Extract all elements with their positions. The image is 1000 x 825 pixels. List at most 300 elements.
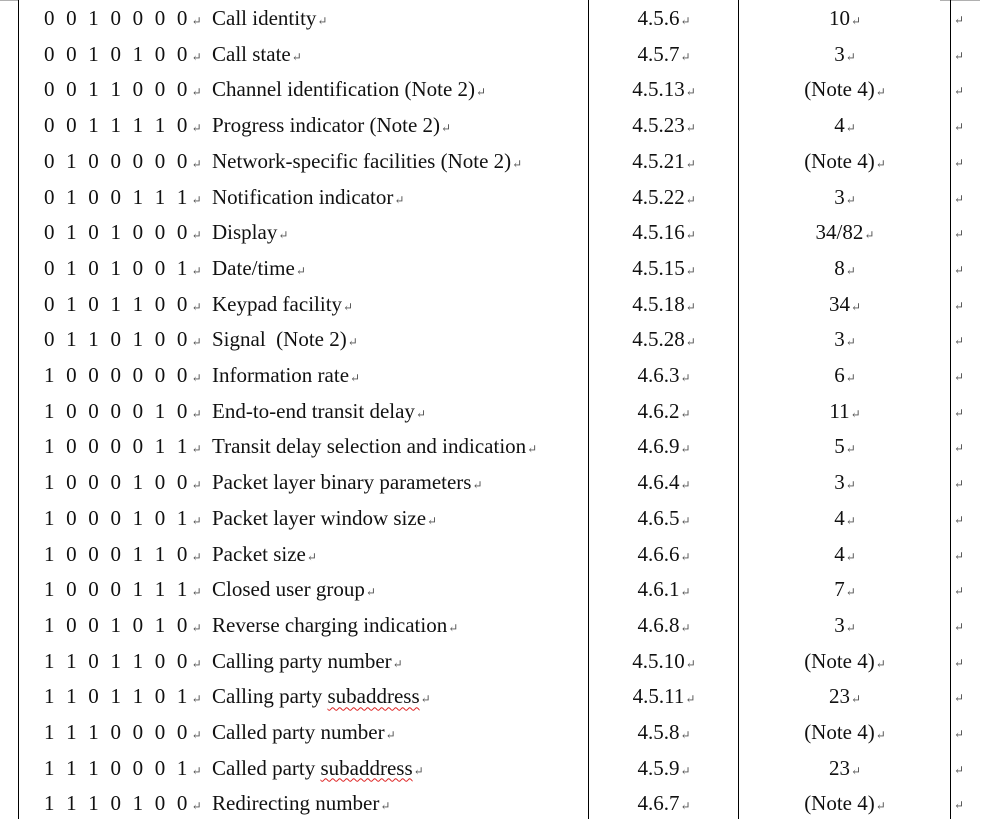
length-text: 34 xyxy=(828,291,850,316)
element-name-text: Signal (Note 2) xyxy=(212,327,347,352)
bit-pattern-cell xyxy=(44,358,202,394)
bit-pattern-cell xyxy=(44,751,202,787)
element-name-cell xyxy=(212,465,483,501)
reference-text: 4.6.9 xyxy=(637,434,680,459)
paragraph-mark: ↵ xyxy=(685,85,696,100)
reference-text: 4.6.4 xyxy=(637,470,680,495)
bit-pattern-text: 1 0 0 0 1 0 1 xyxy=(44,505,191,530)
reference-text: 4.5.16 xyxy=(632,220,685,245)
bit-pattern-cell xyxy=(44,251,202,287)
length-cell xyxy=(740,358,950,394)
paragraph-mark: ↵ xyxy=(680,513,691,528)
reference-cell xyxy=(590,537,738,573)
element-name-cell xyxy=(212,144,522,180)
length-text: 4 xyxy=(834,113,845,138)
table-row xyxy=(0,215,1000,251)
element-name-text: Date/time xyxy=(212,255,295,280)
paragraph-mark: ↵ xyxy=(845,585,856,600)
length-cell xyxy=(740,180,950,216)
bit-pattern-text: 1 1 0 1 1 0 1 xyxy=(44,684,191,709)
reference-cell xyxy=(590,144,738,180)
length-text: 34/82 xyxy=(815,220,864,245)
spellcheck-flagged-word: subaddress xyxy=(320,755,413,780)
table-row xyxy=(0,608,1000,644)
reference-cell xyxy=(590,644,738,680)
paragraph-mark: ↵ xyxy=(191,406,202,421)
paragraph-mark: ↵ xyxy=(850,763,862,778)
paragraph-mark: ↵ xyxy=(845,620,856,635)
paragraph-mark: ↵ xyxy=(685,656,696,671)
table-row xyxy=(0,572,1000,608)
paragraph-mark: ↵ xyxy=(685,121,696,136)
paragraph-mark: ↵ xyxy=(380,799,391,814)
bit-pattern-cell xyxy=(44,1,202,37)
reference-text: 4.5.6 xyxy=(637,6,680,30)
reference-cell xyxy=(590,108,738,144)
length-cell xyxy=(740,72,950,108)
paragraph-mark: ↵ xyxy=(365,585,376,600)
element-name-text: Channel identification (Note 2) xyxy=(212,77,476,102)
element-name-cell xyxy=(212,608,458,644)
bit-pattern-text: 1 0 0 0 0 1 0 xyxy=(44,398,191,423)
element-name-cell xyxy=(212,501,437,537)
length-text: (Note 4) xyxy=(804,791,875,816)
paragraph-mark: ↵ xyxy=(306,549,317,564)
element-name-text: Network-specific facilities (Note 2) xyxy=(212,148,512,173)
table-row xyxy=(0,72,1000,108)
paragraph-mark: ↵ xyxy=(347,335,358,350)
end-of-row-mark: ↵ xyxy=(954,762,965,777)
element-name-cell xyxy=(212,358,360,394)
reference-text: 4.6.1 xyxy=(637,577,680,602)
paragraph-mark: ↵ xyxy=(343,299,354,314)
reference-text: 4.5.13 xyxy=(632,77,685,102)
bit-pattern-text: 0 0 1 0 1 0 0 xyxy=(44,41,191,66)
end-of-row-mark: ↵ xyxy=(954,548,965,563)
length-text: 4 xyxy=(834,541,845,566)
reference-text: 4.5.10 xyxy=(632,648,685,673)
element-name-text: End-to-end transit delay xyxy=(212,398,415,423)
element-name-text: Packet size xyxy=(212,541,306,566)
length-text: 4 xyxy=(834,505,845,530)
length-cell xyxy=(740,501,950,537)
element-name-cell xyxy=(212,751,424,787)
paragraph-mark: ↵ xyxy=(191,799,202,814)
paragraph-mark: ↵ xyxy=(845,549,856,564)
paragraph-mark: ↵ xyxy=(680,585,691,600)
bit-pattern-text: 0 0 1 0 0 0 0 xyxy=(44,6,191,30)
element-name-text: Packet layer binary parameters xyxy=(212,470,472,495)
paragraph-mark: ↵ xyxy=(527,442,538,457)
paragraph-mark: ↵ xyxy=(845,335,856,350)
element-name-text: Called party number xyxy=(212,720,385,744)
table-row xyxy=(0,287,1000,323)
end-of-row-mark: ↵ xyxy=(954,120,965,135)
table-row xyxy=(0,715,1000,751)
length-cell xyxy=(740,465,950,501)
reference-text: 4.6.5 xyxy=(637,505,680,530)
paragraph-mark: ↵ xyxy=(476,85,487,100)
paragraph-mark: ↵ xyxy=(350,371,361,385)
table-row xyxy=(0,180,1000,216)
paragraph-mark: ↵ xyxy=(875,799,886,814)
reference-cell xyxy=(590,358,738,394)
length-text: 7 xyxy=(834,577,845,602)
paragraph-mark: ↵ xyxy=(191,549,202,564)
paragraph-mark: ↵ xyxy=(415,406,426,421)
reference-text: 4.5.23 xyxy=(632,113,685,138)
element-name-cell xyxy=(212,537,317,573)
element-name-text: Reverse charging indication xyxy=(212,612,448,637)
table-row xyxy=(0,394,1000,430)
reference-cell xyxy=(590,215,738,251)
paragraph-mark: ↵ xyxy=(875,156,886,171)
reference-cell xyxy=(590,429,738,465)
bit-pattern-cell xyxy=(44,501,202,537)
bit-pattern-text: 1 0 0 1 0 1 0 xyxy=(44,612,191,637)
end-of-row-mark: ↵ xyxy=(954,262,965,277)
paragraph-mark: ↵ xyxy=(845,478,856,493)
element-name-text: Transit delay selection and indication xyxy=(212,434,527,459)
bit-pattern-text: 1 1 1 0 0 0 1 xyxy=(44,755,191,780)
table-row xyxy=(0,37,1000,73)
bit-pattern-cell xyxy=(44,608,202,644)
end-of-row-mark: ↵ xyxy=(954,512,965,527)
paragraph-mark: ↵ xyxy=(680,14,691,28)
length-cell xyxy=(740,715,950,751)
paragraph-mark: ↵ xyxy=(191,371,202,385)
end-of-row-mark: ↵ xyxy=(954,441,965,456)
element-name-text: Display xyxy=(212,220,278,245)
length-cell xyxy=(740,429,950,465)
reference-text: 4.6.7 xyxy=(637,791,680,816)
bit-pattern-text: 1 1 1 0 1 0 0 xyxy=(44,791,191,816)
length-cell xyxy=(740,572,950,608)
paragraph-mark: ↵ xyxy=(278,228,289,243)
reference-cell xyxy=(590,572,738,608)
length-cell xyxy=(740,144,950,180)
paragraph-mark: ↵ xyxy=(845,513,856,528)
bit-pattern-cell xyxy=(44,322,202,358)
element-name-text: Packet layer window size xyxy=(212,505,427,530)
paragraph-mark: ↵ xyxy=(191,335,202,350)
reference-cell xyxy=(590,287,738,323)
reference-cell xyxy=(590,37,738,73)
reference-text: 4.5.7 xyxy=(637,41,680,66)
length-text: 10 xyxy=(828,6,850,30)
bit-pattern-text: 1 1 1 0 0 0 0 xyxy=(44,720,191,744)
bit-pattern-text: 0 1 1 0 1 0 0 xyxy=(44,327,191,352)
paragraph-mark: ↵ xyxy=(850,299,862,314)
element-name-cell xyxy=(212,394,426,430)
bit-pattern-cell xyxy=(44,786,202,822)
end-of-row-mark: ↵ xyxy=(954,727,965,741)
length-text: 6 xyxy=(834,363,845,387)
end-of-row-mark: ↵ xyxy=(954,655,965,670)
end-of-row-mark: ↵ xyxy=(954,584,965,599)
paragraph-mark: ↵ xyxy=(680,799,691,814)
element-name-cell xyxy=(212,786,390,822)
table-row xyxy=(0,144,1000,180)
paragraph-mark: ↵ xyxy=(850,14,862,28)
end-of-row-mark: ↵ xyxy=(954,691,965,706)
reference-text: 4.6.3 xyxy=(637,363,680,387)
paragraph-mark: ↵ xyxy=(191,585,202,600)
length-text: 3 xyxy=(834,41,845,66)
reference-text: 4.5.22 xyxy=(632,184,685,209)
paragraph-mark: ↵ xyxy=(685,335,696,350)
length-cell xyxy=(740,287,950,323)
paragraph-mark: ↵ xyxy=(427,513,438,528)
paragraph-mark: ↵ xyxy=(191,728,202,742)
bit-pattern-cell xyxy=(44,144,202,180)
reference-text: 4.5.21 xyxy=(632,148,685,173)
reference-cell xyxy=(590,465,738,501)
table-row xyxy=(0,679,1000,715)
length-cell xyxy=(740,394,950,430)
paragraph-mark: ↵ xyxy=(420,692,431,707)
length-text: (Note 4) xyxy=(804,648,875,673)
end-of-row-mark: ↵ xyxy=(954,619,965,634)
paragraph-mark: ↵ xyxy=(680,763,691,778)
bit-pattern-cell xyxy=(44,108,202,144)
paragraph-mark: ↵ xyxy=(864,228,875,243)
end-of-row-mark: ↵ xyxy=(954,84,965,99)
length-cell xyxy=(740,322,950,358)
element-name-text: Notification indicator xyxy=(212,184,394,209)
paragraph-mark: ↵ xyxy=(191,656,202,671)
paragraph-mark: ↵ xyxy=(191,228,202,243)
paragraph-mark: ↵ xyxy=(191,299,202,314)
end-of-row-mark: ↵ xyxy=(954,477,965,492)
bit-pattern-text: 0 1 0 0 0 0 0 xyxy=(44,148,191,173)
end-of-row-mark: ↵ xyxy=(954,48,965,63)
length-text: 3 xyxy=(834,612,845,637)
length-text: 3 xyxy=(834,184,845,209)
end-of-row-mark: ↵ xyxy=(954,370,965,384)
paragraph-mark: ↵ xyxy=(191,620,202,635)
bit-pattern-cell xyxy=(44,572,202,608)
reference-text: 4.6.8 xyxy=(637,612,680,637)
paragraph-mark: ↵ xyxy=(191,263,202,278)
length-text: 3 xyxy=(834,470,845,495)
table-row xyxy=(0,537,1000,573)
length-text: 23 xyxy=(828,684,850,709)
length-text: 3 xyxy=(834,327,845,352)
bit-pattern-cell xyxy=(44,679,202,715)
paragraph-mark: ↵ xyxy=(680,442,691,457)
table-row xyxy=(0,644,1000,680)
reference-cell xyxy=(590,1,738,37)
bit-pattern-text: 1 1 0 1 1 0 0 xyxy=(44,648,191,673)
paragraph-mark: ↵ xyxy=(845,263,856,278)
bit-pattern-text: 1 0 0 0 1 0 0 xyxy=(44,470,191,495)
paragraph-mark: ↵ xyxy=(191,442,202,457)
reference-cell xyxy=(590,715,738,751)
bit-pattern-cell xyxy=(44,644,202,680)
bit-pattern-cell xyxy=(44,215,202,251)
reference-text: 4.5.15 xyxy=(632,255,685,280)
paragraph-mark: ↵ xyxy=(680,549,691,564)
paragraph-mark: ↵ xyxy=(850,406,861,421)
bit-pattern-text: 0 1 0 1 0 0 1 xyxy=(44,255,191,280)
reference-text: 4.5.28 xyxy=(632,327,685,352)
reference-text: 4.5.9 xyxy=(637,755,680,780)
element-name-cell xyxy=(212,108,451,144)
element-name-text: Closed user group xyxy=(212,577,365,602)
reference-text: 4.5.11 xyxy=(632,684,685,709)
bit-pattern-text: 1 0 0 0 1 1 1 xyxy=(44,577,191,602)
element-name-text: Information rate xyxy=(212,363,350,387)
table-row xyxy=(0,751,1000,787)
element-name-text: Call state xyxy=(212,41,291,66)
paragraph-mark: ↵ xyxy=(680,371,691,385)
end-of-row-mark: ↵ xyxy=(954,334,965,349)
element-name-cell xyxy=(212,72,486,108)
bit-pattern-cell xyxy=(44,465,202,501)
paragraph-mark: ↵ xyxy=(685,299,696,314)
element-name-text: Progress indicator (Note 2) xyxy=(212,113,441,138)
length-cell xyxy=(740,215,950,251)
spellcheck-flagged-word: subaddress xyxy=(327,684,420,709)
paragraph-mark: ↵ xyxy=(295,263,306,278)
end-of-row-mark: ↵ xyxy=(954,405,965,420)
reference-cell xyxy=(590,72,738,108)
element-name-cell xyxy=(212,572,376,608)
paragraph-mark: ↵ xyxy=(845,49,856,64)
paragraph-mark: ↵ xyxy=(191,14,202,28)
element-name-cell xyxy=(212,287,353,323)
element-name-cell xyxy=(212,644,403,680)
paragraph-mark: ↵ xyxy=(191,121,202,136)
element-name-text: Keypad facility xyxy=(212,291,343,316)
length-cell xyxy=(740,537,950,573)
paragraph-mark: ↵ xyxy=(845,371,856,385)
bit-pattern-cell xyxy=(44,715,202,751)
element-name-cell xyxy=(212,322,358,358)
element-name-cell xyxy=(212,679,431,715)
length-cell xyxy=(740,786,950,822)
paragraph-mark: ↵ xyxy=(850,692,862,707)
paragraph-mark: ↵ xyxy=(317,14,328,28)
end-of-row-mark: ↵ xyxy=(954,227,965,242)
reference-text: 4.5.8 xyxy=(637,720,680,744)
reference-cell xyxy=(590,679,738,715)
paragraph-mark: ↵ xyxy=(191,692,202,707)
element-name-cell xyxy=(212,251,306,287)
bit-pattern-cell xyxy=(44,394,202,430)
element-name-text: Calling party xyxy=(212,684,328,709)
table-row xyxy=(0,501,1000,537)
end-of-row-mark: ↵ xyxy=(954,155,965,170)
bit-pattern-text: 0 1 0 1 0 0 0 xyxy=(44,220,191,245)
length-cell xyxy=(740,751,950,787)
table-row xyxy=(0,108,1000,144)
length-text: 11 xyxy=(829,398,850,423)
paragraph-mark: ↵ xyxy=(191,513,202,528)
table-row xyxy=(0,429,1000,465)
reference-text: 4.5.18 xyxy=(632,291,685,316)
length-cell xyxy=(740,37,950,73)
paragraph-mark: ↵ xyxy=(680,728,691,742)
length-text: (Note 4) xyxy=(804,148,875,173)
length-cell xyxy=(740,108,950,144)
paragraph-mark: ↵ xyxy=(685,192,696,207)
bit-pattern-text: 0 0 1 1 0 0 0 xyxy=(44,77,191,102)
bit-pattern-text: 0 0 1 1 1 1 0 xyxy=(44,113,191,138)
paragraph-mark: ↵ xyxy=(191,478,202,493)
reference-cell xyxy=(590,180,738,216)
paragraph-mark: ↵ xyxy=(845,192,856,207)
length-text: 23 xyxy=(828,755,850,780)
reference-cell xyxy=(590,608,738,644)
element-name-text: Call identity xyxy=(212,6,317,30)
reference-cell xyxy=(590,786,738,822)
paragraph-mark: ↵ xyxy=(191,763,202,778)
length-cell xyxy=(740,644,950,680)
bit-pattern-cell xyxy=(44,429,202,465)
paragraph-mark: ↵ xyxy=(441,121,452,136)
paragraph-mark: ↵ xyxy=(845,442,856,457)
paragraph-mark: ↵ xyxy=(394,192,405,207)
bit-pattern-cell xyxy=(44,537,202,573)
end-of-row-mark: ↵ xyxy=(954,298,965,313)
length-cell xyxy=(740,608,950,644)
paragraph-mark: ↵ xyxy=(680,620,691,635)
paragraph-mark: ↵ xyxy=(685,692,696,707)
paragraph-mark: ↵ xyxy=(291,49,302,64)
length-text: 5 xyxy=(834,434,845,459)
bit-pattern-text: 0 1 0 1 1 0 0 xyxy=(44,291,191,316)
end-of-row-mark: ↵ xyxy=(954,191,965,206)
reference-cell xyxy=(590,251,738,287)
reference-text: 4.6.2 xyxy=(637,398,680,423)
element-name-cell xyxy=(212,37,302,73)
paragraph-mark: ↵ xyxy=(875,728,886,742)
length-cell xyxy=(740,251,950,287)
paragraph-mark: ↵ xyxy=(512,156,523,171)
length-cell xyxy=(740,679,950,715)
table-row xyxy=(0,786,1000,822)
element-name-cell xyxy=(212,429,537,465)
paragraph-mark: ↵ xyxy=(685,228,696,243)
bit-pattern-text: 1 0 0 0 0 0 0 xyxy=(44,363,191,387)
bit-pattern-text: 1 0 0 0 1 1 0 xyxy=(44,541,191,566)
reference-cell xyxy=(590,501,738,537)
paragraph-mark: ↵ xyxy=(413,763,424,778)
table-row xyxy=(0,322,1000,358)
reference-cell xyxy=(590,751,738,787)
length-text: (Note 4) xyxy=(804,77,875,102)
paragraph-mark: ↵ xyxy=(845,121,856,136)
length-text: (Note 4) xyxy=(804,720,875,744)
element-name-text: Called party xyxy=(212,755,321,780)
bit-pattern-cell xyxy=(44,180,202,216)
paragraph-mark: ↵ xyxy=(448,620,459,635)
paragraph-mark: ↵ xyxy=(680,478,691,493)
reference-cell xyxy=(590,322,738,358)
end-of-row-mark: ↵ xyxy=(954,798,965,813)
paragraph-mark: ↵ xyxy=(472,478,483,493)
bit-pattern-cell xyxy=(44,37,202,73)
end-of-row-mark: ↵ xyxy=(954,13,965,27)
bit-pattern-text: 1 0 0 0 0 1 1 xyxy=(44,434,191,459)
paragraph-mark: ↵ xyxy=(875,656,886,671)
paragraph-mark: ↵ xyxy=(191,49,202,64)
table-row xyxy=(0,1,1000,37)
paragraph-mark: ↵ xyxy=(191,192,202,207)
reference-text: 4.6.6 xyxy=(637,541,680,566)
